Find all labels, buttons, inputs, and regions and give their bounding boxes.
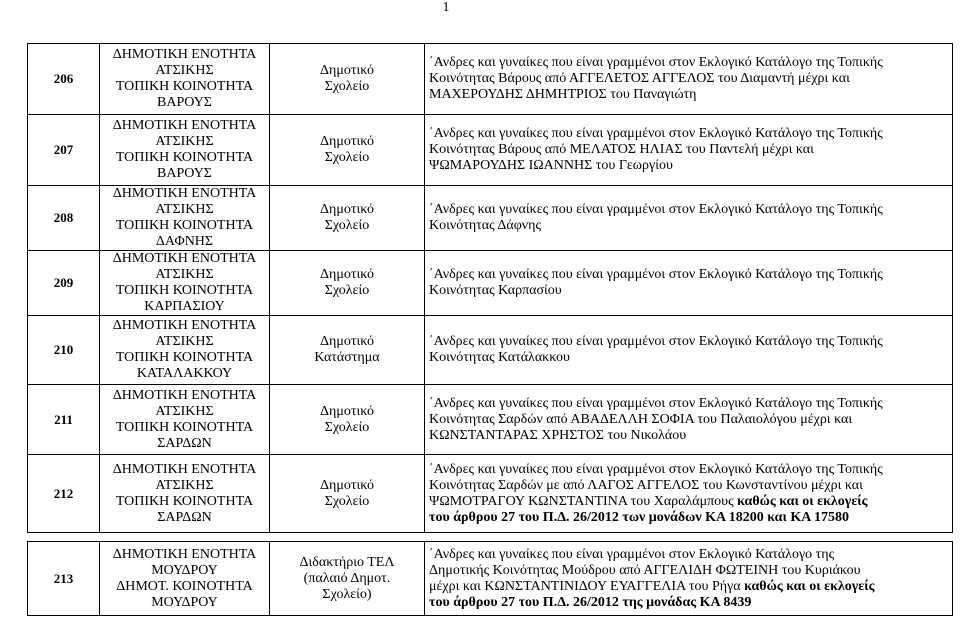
unit-line: ΤΟΠΙΚΗ ΚΟΙΝΟΤΗΤΑ [115, 79, 254, 94]
place-line: Κατάστημα [314, 350, 380, 365]
desc-bold: καθώς και οι εκλογείς [740, 578, 875, 594]
desc-line [429, 510, 952, 526]
station-number: 212 [28, 455, 100, 533]
electoral-unit [100, 455, 270, 533]
table-row [28, 44, 953, 115]
polling-place [270, 44, 425, 115]
electoral-unit [100, 251, 270, 316]
electoral-unit [100, 115, 270, 186]
station-number: 209 [28, 251, 100, 316]
polling-place [270, 316, 425, 385]
station-number: 211 [28, 385, 100, 455]
desc-line: ΄Ανδρες και γυναίκες που είναι γραμμένοι στον Εκλογικό Κατάλογο της Τοπικής [429, 461, 883, 477]
polling-place [270, 455, 425, 533]
unit-line: ΔΑΦΝΗΣ [155, 234, 214, 249]
unit-line: ΑΤΣΙΚΗΣ [155, 63, 214, 78]
place-line: Δημοτικό [320, 477, 374, 493]
voters-description [425, 251, 953, 316]
table-row [28, 115, 953, 186]
desc-line: ΄Ανδρες και γυναίκες που είναι γραμμένοι στον Εκλογικό Κατάλογο της Τοπικής [429, 126, 883, 141]
desc-line: ΄Ανδρες και γυναίκες που είναι γραμμένοι στον Εκλογικό Κατάλογο της Τοπικής [429, 202, 883, 217]
desc-line [429, 595, 952, 611]
desc-line: ΄Ανδρες και γυναίκες που είναι γραμμένοι στον Εκλογικό Κατάλογο της Τοπικής [429, 267, 883, 282]
voters-description [425, 455, 953, 533]
unit-line: ΒΑΡΟΥΣ [157, 166, 212, 181]
place-line: Σχολείο) [322, 586, 372, 602]
unit-line: ΔΗΜΟΤΙΚΗ ΕΝΟΤΗΤΑ [112, 546, 257, 562]
unit-line: ΔΗΜΟΤΙΚΗ ΕΝΟΤΗΤΑ [112, 186, 257, 201]
polling-place [270, 186, 425, 251]
unit-line: ΜΟΥΔΡΟΥ [151, 594, 218, 610]
desc-line: Κοινότητας Σαρδών από ΑΒΑΔΕΛΛΗ ΣΟΦΙΑ του Παλαιολόγου μέχρι και [429, 411, 853, 427]
table-row [28, 455, 953, 533]
station-number: 206 [28, 44, 100, 115]
station-number: 210 [28, 316, 100, 385]
place-line: Δημοτικό [320, 202, 374, 217]
unit-line: ΤΟΠΙΚΗ ΚΟΙΝΟΤΗΤΑ [115, 150, 254, 165]
voters-description [425, 44, 953, 115]
desc-line [429, 494, 952, 510]
table-row [28, 542, 953, 616]
unit-line: ΑΤΣΙΚΗΣ [155, 134, 214, 149]
unit-line: ΤΟΠΙΚΗ ΚΟΙΝΟΤΗΤΑ [115, 218, 254, 233]
desc-line: ΜΑΧΕΡΟΥΔΗΣ ΔΗΜΗΤΡΙΟΣ του Παναγιώτη [429, 87, 697, 102]
place-line: Σχολείο [324, 493, 370, 509]
unit-line: ΑΤΣΙΚΗΣ [155, 403, 214, 419]
unit-line: ΣΑΡΔΩΝ [157, 509, 212, 525]
unit-line: ΚΑΡΠΑΣΙΟΥ [144, 299, 225, 314]
desc-line: ΚΩΝΣΤΑΝΤΑΡΑΣ ΧΡΗΣΤΟΣ του Νικολάου [429, 427, 687, 443]
unit-line: ΑΤΣΙΚΗΣ [155, 334, 214, 349]
desc-line: ΄Ανδρες και γυναίκες που είναι γραμμένοι στον Εκλογικό Κατάλογο της [429, 546, 835, 562]
electoral-unit [100, 385, 270, 455]
voters-description [425, 115, 953, 186]
unit-line: ΔΗΜΟΤΙΚΗ ΕΝΟΤΗΤΑ [112, 318, 257, 333]
polling-place [270, 251, 425, 316]
desc-bold: του άρθρου 27 του Π.Δ. 26/2012 των μονάδων ΚΑ 18200 και ΚΑ 17580 [429, 509, 850, 525]
unit-line: ΤΟΠΙΚΗ ΚΟΙΝΟΤΗΤΑ [115, 283, 254, 298]
polling-place [270, 385, 425, 455]
desc-line: ΄Ανδρες και γυναίκες που είναι γραμμένοι στον Εκλογικό Κατάλογο της Τοπικής [429, 334, 883, 349]
place-line: Σχολείο [324, 150, 370, 165]
station-number: 213 [28, 542, 100, 616]
unit-line: ΔΗΜΟΤΙΚΗ ΕΝΟΤΗΤΑ [112, 387, 257, 403]
unit-line: ΚΑΤΑΛΑΚΚΟΥ [136, 366, 233, 381]
desc-line: Κοινότητας Δάφνης [429, 218, 541, 233]
place-line: Δημοτικό [320, 63, 374, 78]
desc-line: Κοινότητας Καρπασίου [429, 283, 562, 298]
page-number: 1 [442, 0, 450, 15]
unit-line: ΑΤΣΙΚΗΣ [155, 267, 214, 282]
electoral-unit [100, 44, 270, 115]
polling-stations-table-continued [27, 541, 953, 616]
unit-line: ΤΟΠΙΚΗ ΚΟΙΝΟΤΗΤΑ [115, 493, 254, 509]
desc-bold: καθώς και οι εκλογείς [733, 493, 868, 509]
voters-description [425, 186, 953, 251]
place-line: Δημοτικό [320, 134, 374, 149]
place-line: (παλαιό Δημοτ. [303, 570, 391, 586]
voters-description [425, 316, 953, 385]
station-number: 207 [28, 115, 100, 186]
desc-line: ΄Ανδρες και γυναίκες που είναι γραμμένοι στον Εκλογικό Κατάλογο της Τοπικής [429, 55, 883, 70]
unit-line: ΔΗΜΟΤΙΚΗ ΕΝΟΤΗΤΑ [112, 461, 257, 477]
desc-text: μέχρι και ΚΩΝΣΤΑΝΤΙΝΙΔΟΥ ΕΥΑΓΓΕΛΙΑ του Ρήγα [429, 578, 741, 594]
place-line: Διδακτήριο ΤΕΛ [299, 554, 395, 570]
voters-description [425, 385, 953, 455]
desc-bold: του άρθρου 27 του Π.Δ. 26/2012 της μονάδας ΚΑ 8439 [429, 594, 752, 610]
unit-line: ΔΗΜΟΤΙΚΗ ΕΝΟΤΗΤΑ [112, 251, 257, 266]
desc-line: Κοινότητας Βάρους από ΜΕΛΑΤΟΣ ΗΛΙΑΣ του Παντελή μέχρι και [429, 142, 814, 157]
unit-line: ΔΗΜΟΤ. ΚΟΙΝΟΤΗΤΑ [116, 578, 253, 594]
desc-line: Κοινότητας Κατάλακκου [429, 350, 570, 365]
desc-line: ΄Ανδρες και γυναίκες που είναι γραμμένοι στον Εκλογικό Κατάλογο της Τοπικής [429, 395, 883, 411]
voters-description [425, 542, 953, 616]
electoral-unit [100, 186, 270, 251]
table-row [28, 251, 953, 316]
desc-line: ΨΩΜΑΡΟΥΔΗΣ ΙΩΑΝΝΗΣ του Γεωργίου [429, 158, 673, 173]
polling-place [270, 542, 425, 616]
desc-line: Κοινότητας Σαρδών με από ΛΑΓΟΣ ΑΓΓΕΛΟΣ του Κωνσταντίνου μέχρι και [429, 477, 863, 493]
polling-place [270, 115, 425, 186]
unit-line: ΤΟΠΙΚΗ ΚΟΙΝΟΤΗΤΑ [115, 419, 254, 435]
place-line: Δημοτικό [320, 267, 374, 282]
desc-text: ΨΩΜΟΤΡΑΓΟΥ ΚΩΝΣΤΑΝΤΙΝΑ του Χαραλάμπους [429, 493, 734, 509]
unit-line: ΑΤΣΙΚΗΣ [155, 202, 214, 217]
place-line: Σχολείο [324, 218, 370, 233]
electoral-unit [100, 542, 270, 616]
unit-line: ΔΗΜΟΤΙΚΗ ΕΝΟΤΗΤΑ [112, 118, 257, 133]
unit-line: ΑΤΣΙΚΗΣ [155, 477, 214, 493]
table-row [28, 186, 953, 251]
table-row [28, 316, 953, 385]
unit-line: ΜΟΥΔΡΟΥ [151, 562, 218, 578]
desc-line: Κοινότητας Βάρους από ΑΓΓΕΛΕΤΟΣ ΑΓΓΕΛΟΣ του Διαμαντή μέχρι και [429, 71, 850, 86]
desc-line: Δημοτικής Κοινότητας Μούδρου από ΑΓΓΕΛΙΔΗ ΦΩΤΕΙΝΗ του Κυριάκου [429, 562, 861, 578]
place-line: Δημοτικό [320, 403, 374, 419]
place-line: Σχολείο [324, 283, 370, 298]
unit-line: ΔΗΜΟΤΙΚΗ ΕΝΟΤΗΤΑ [112, 47, 257, 62]
unit-line: ΣΑΡΔΩΝ [157, 435, 212, 451]
station-number: 208 [28, 186, 100, 251]
table-row [28, 385, 953, 455]
desc-line [429, 579, 952, 595]
unit-line: ΤΟΠΙΚΗ ΚΟΙΝΟΤΗΤΑ [115, 350, 254, 365]
place-line: Σχολείο [324, 419, 370, 435]
electoral-unit [100, 316, 270, 385]
polling-stations-table [27, 43, 953, 533]
place-line: Σχολείο [324, 79, 370, 94]
place-line: Δημοτικό [320, 334, 374, 349]
unit-line: ΒΑΡΟΥΣ [157, 95, 212, 110]
